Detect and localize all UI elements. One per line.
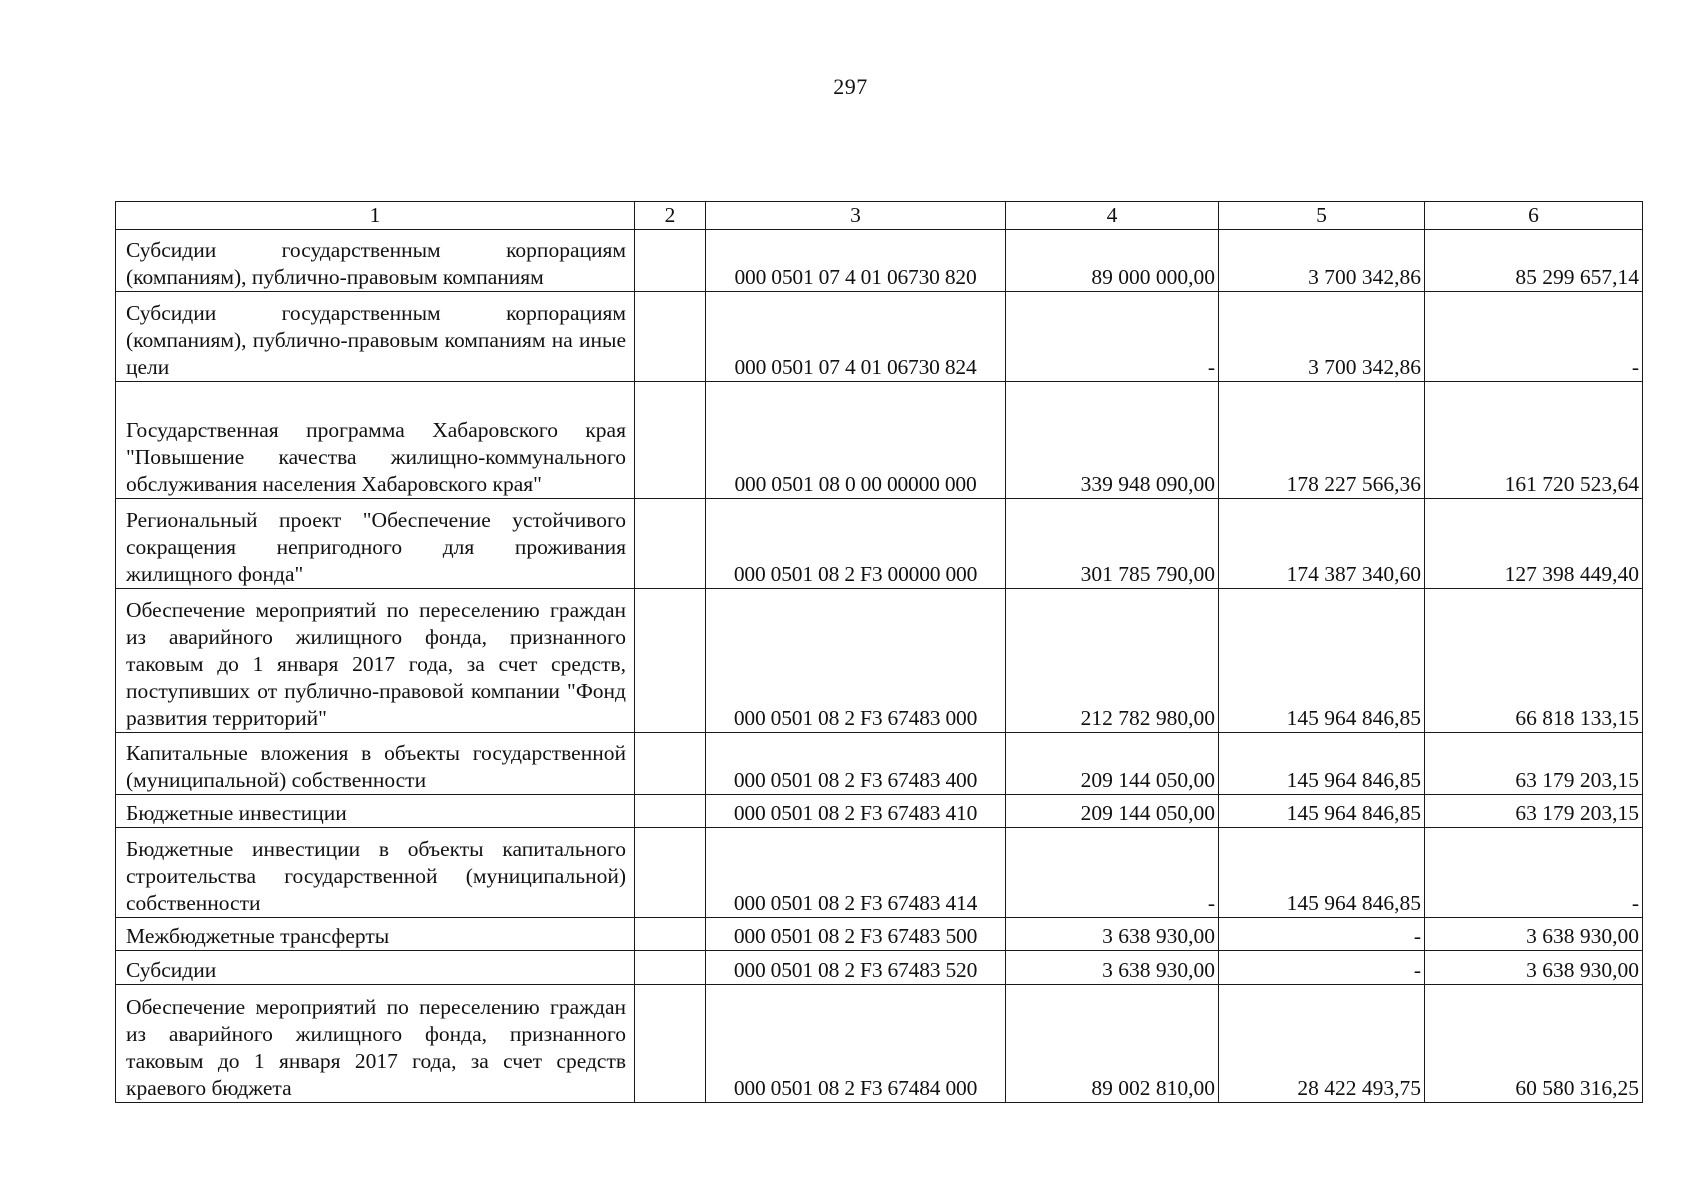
table-row [116,382,1643,499]
table-row [116,795,1643,828]
row-col2 [635,230,706,292]
table-row [116,499,1643,589]
row-value-6: 66 818 133,15 [1425,589,1643,733]
row-name: Бюджетные инвестиции в объекты капитального строительства государственной (муниципальной) собственности [116,828,635,918]
row-code: 000 0501 08 2 F3 67483 000 [706,589,1006,733]
row-name: Межбюджетные трансферты [116,918,635,951]
row-value-4: - [1006,828,1219,918]
row-value-5: 174 387 340,60 [1219,499,1425,589]
row-code: 000 0501 07 4 01 06730 824 [706,292,1006,382]
row-col2 [635,918,706,951]
row-value-6: 161 720 523,64 [1425,382,1643,499]
row-code: 000 0501 08 2 F3 67484 000 [706,985,1006,1103]
table-row [116,828,1643,918]
budget-table [115,201,1643,1103]
header-row [116,202,1643,230]
row-value-4: - [1006,292,1219,382]
row-value-6: 63 179 203,15 [1425,795,1643,828]
row-code: 000 0501 08 2 F3 67483 410 [706,795,1006,828]
page-number: 297 [833,74,868,99]
header-col-6: 6 [1425,202,1643,230]
row-value-5: - [1219,951,1425,985]
row-name: Субсидии государственным корпорациям (компаниям), публично-правовым компаниям [116,230,635,292]
row-value-6: 127 398 449,40 [1425,499,1643,589]
row-name: Субсидии [116,951,635,985]
row-name: Капитальные вложения в объекты государственной (муниципальной) собственности [116,733,635,795]
row-value-6: 63 179 203,15 [1425,733,1643,795]
row-value-4: 212 782 980,00 [1006,589,1219,733]
row-value-6: 85 299 657,14 [1425,230,1643,292]
table-row [116,733,1643,795]
header-col-3: 3 [706,202,1006,230]
row-col2 [635,589,706,733]
table-row [116,951,1643,985]
row-code: 000 0501 07 4 01 06730 820 [706,230,1006,292]
table-row [116,985,1643,1103]
row-name: Государственная программа Хабаровского края "Повышение качества жилищно-коммунального обслуживания населения Хабаровского края" [116,382,635,499]
row-name: Обеспечение мероприятий по переселению граждан из аварийного жилищного фонда, признанного таковым до 1 января 2017 года, за счет средств краевого бюджета [116,985,635,1103]
row-name: Субсидии государственным корпорациям (компаниям), публично-правовым компаниям на иные цели [116,292,635,382]
row-value-4: 89 002 810,00 [1006,985,1219,1103]
row-code: 000 0501 08 2 F3 67483 520 [706,951,1006,985]
row-value-4: 339 948 090,00 [1006,382,1219,499]
row-col2 [635,382,706,499]
row-code: 000 0501 08 2 F3 67483 500 [706,918,1006,951]
header-col-5: 5 [1219,202,1425,230]
row-col2 [635,951,706,985]
header-col-2: 2 [635,202,706,230]
row-value-5: 3 700 342,86 [1219,292,1425,382]
row-value-5: - [1219,918,1425,951]
row-value-4: 3 638 930,00 [1006,951,1219,985]
row-value-5: 145 964 846,85 [1219,733,1425,795]
row-name: Бюджетные инвестиции [116,795,635,828]
row-value-5: 145 964 846,85 [1219,589,1425,733]
row-code: 000 0501 08 2 F3 67483 414 [706,828,1006,918]
table-row [116,230,1643,292]
row-value-4: 301 785 790,00 [1006,499,1219,589]
row-code: 000 0501 08 0 00 00000 000 [706,382,1006,499]
row-col2 [635,292,706,382]
row-value-6: - [1425,292,1643,382]
row-value-5: 145 964 846,85 [1219,828,1425,918]
row-value-6: 60 580 316,25 [1425,985,1643,1103]
row-value-4: 209 144 050,00 [1006,795,1219,828]
row-value-5: 145 964 846,85 [1219,795,1425,828]
row-col2 [635,499,706,589]
row-col2 [635,795,706,828]
row-value-5: 178 227 566,36 [1219,382,1425,499]
header-col-4: 4 [1006,202,1219,230]
row-value-6: 3 638 930,00 [1425,951,1643,985]
header-col-1: 1 [116,202,635,230]
row-value-4: 3 638 930,00 [1006,918,1219,951]
row-code: 000 0501 08 2 F3 00000 000 [706,499,1006,589]
row-col2 [635,828,706,918]
row-col2 [635,985,706,1103]
table-row [116,589,1643,733]
row-value-6: - [1425,828,1643,918]
table-row [116,292,1643,382]
row-value-4: 209 144 050,00 [1006,733,1219,795]
row-value-5: 3 700 342,86 [1219,230,1425,292]
row-value-4: 89 000 000,00 [1006,230,1219,292]
row-name: Обеспечение мероприятий по переселению граждан из аварийного жилищного фонда, признанного таковым до 1 января 2017 года, за счет средств, поступивших от публично-правовой компании "Фонд развития территорий" [116,589,635,733]
row-value-6: 3 638 930,00 [1425,918,1643,951]
row-code: 000 0501 08 2 F3 67483 400 [706,733,1006,795]
table-row [116,918,1643,951]
row-value-5: 28 422 493,75 [1219,985,1425,1103]
row-col2 [635,733,706,795]
row-name: Региональный проект "Обеспечение устойчивого сокращения непригодного для проживания жилищного фонда" [116,499,635,589]
